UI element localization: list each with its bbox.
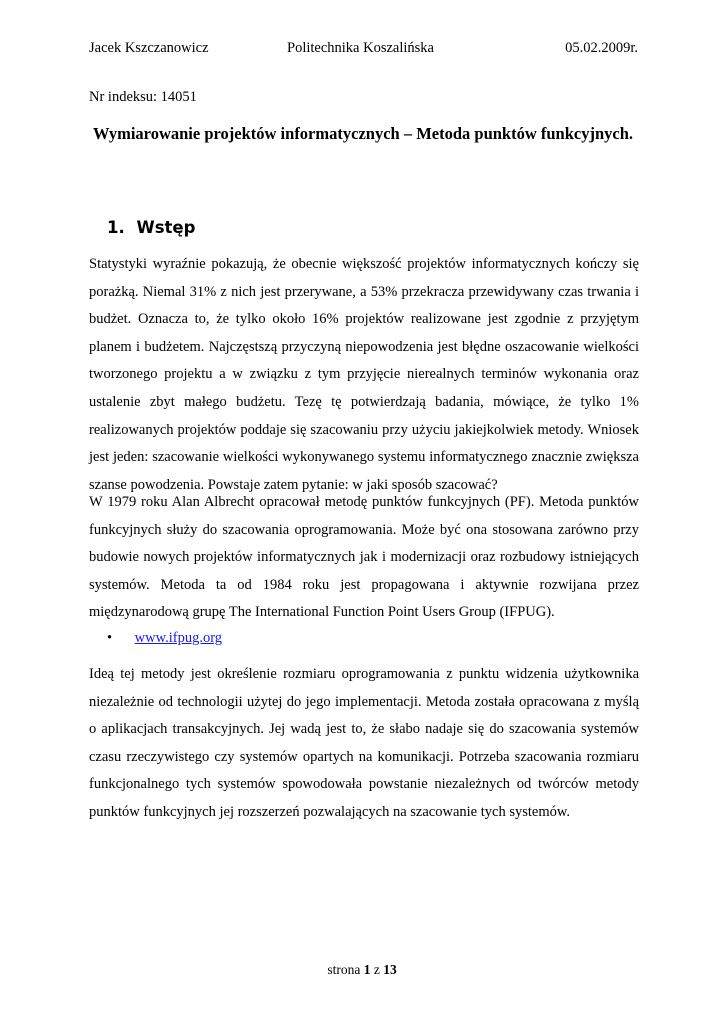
section-heading (107, 218, 195, 237)
header-date: 05.02.2009r. (565, 40, 638, 56)
header-institution: Politechnika Koszalińska (287, 40, 434, 56)
page-footer (0, 962, 724, 978)
paragraph-idea: Ideą tej metody jest określenie rozmiaru oprogramowania z punktu widzenia użytkownika niezależnie od technologii użytej do jego implementacji. Metoda została opracowana z myślą o aplikacjach transakcyjnych. Jej wadą jest to, że słabo nadaje się do szacowania systemów czasu rzeczywistego czy systemów opartych na komunikacji. Potrzeba szacowania rozmiaru funkcjonalnego tych systemów spowodowała powstanie niezależnych od twórców metody punktów funkcyjnych jej rozszerzeń pozwalających na szacowanie tych systemów. (89, 666, 639, 820)
section-title: Wstęp (136, 218, 196, 237)
footer-total-pages: 13 (383, 962, 397, 977)
student-index: Nr indeksu: 14051 (89, 89, 197, 105)
section-number: 1. (107, 218, 125, 237)
footer-current-page: 1 (363, 962, 371, 977)
ifpug-link[interactable]: www.ifpug.org (134, 630, 223, 646)
footer-separator: z (373, 962, 380, 977)
bullet-icon: • (107, 630, 113, 646)
footer-prefix: strona (327, 962, 361, 977)
header-author: Jacek Kszczanowicz (89, 40, 209, 56)
document-title: Wymiarowanie projektów informatycznych – Metoda punktów funkcyjnych. (92, 124, 634, 143)
bullet-list-item (107, 630, 222, 647)
paragraph-history: W 1979 roku Alan Albrecht opracował metodę punktów funkcyjnych (PF). Metoda punktów funkcyjnych służy do szacowania oprogramowania. Może być ona stosowana zarówno przy budowie nowych projektów informatycznych jak i modernizacji oraz rozbudowy istniejących systemów. Metoda ta od 1984 roku jest propagowana i aktywnie rozwijana przez międzynarodową grupę The International Function Point Users Group (IFPUG). (89, 494, 639, 621)
paragraph-intro: Statystyki wyraźnie pokazują, że obecnie większość projektów informatycznych kończy się porażką. Niemal 31% z nich jest przerywane, a 53% przekracza przewidywany czas trwania i budżet. Oznacza to, że tylko około 16% projektów realizowane jest zgodnie z przyjętym planem i budżetem. Najczęstszą przyczyną niepowodzenia jest błędne oszacowanie wielkości tworzonego projektu a w związku z tym przyjęcie nierealnych terminów wykonania oraz ustalenie zbyt małego budżetu. Tezę tę potwierdzają badania, mówiące, że tylko 1% realizowanych projektów poddaje się szacowaniu przy użyciu jakiejkolwiek metody. Wniosek jest jeden: szacowanie wielkości wykonywanego systemu informatycznego znacznie zwiększa szanse powodzenia. Powstaje zatem pytanie: w jaki sposób szacować? (89, 256, 639, 493)
